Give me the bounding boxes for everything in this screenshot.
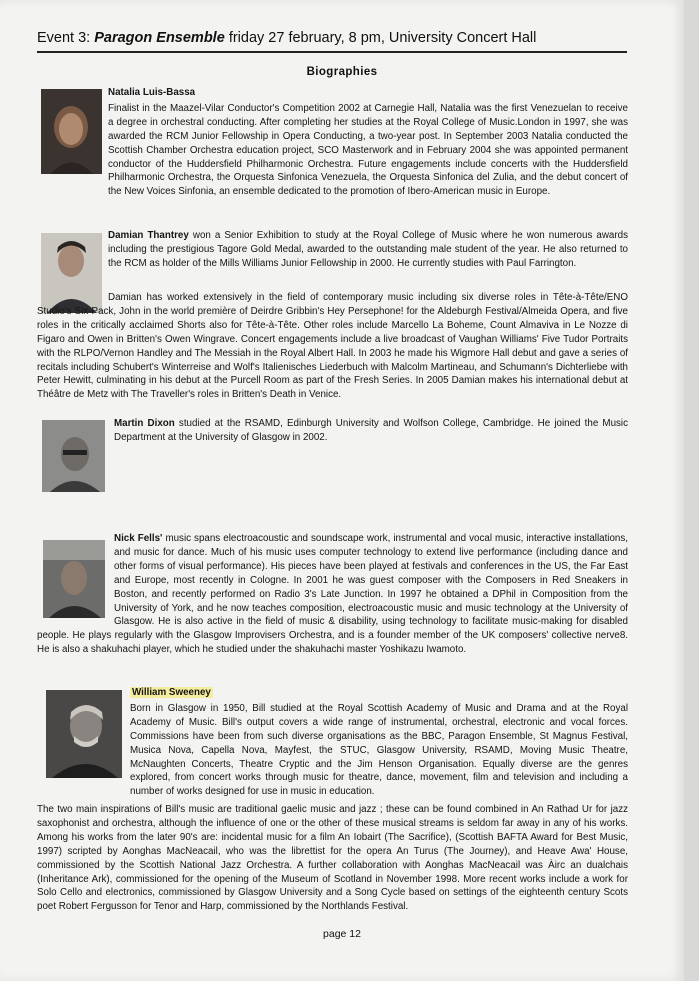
bio-text: studied at the RSAMD, Edinburgh University and Wolfson College, Cambridge. He joined the Music Department at the University of Glasgow in 2002. xyxy=(114,418,628,443)
header-rule xyxy=(37,51,627,53)
bio-damian-career xyxy=(37,291,628,412)
bio-name: Nick Fells' xyxy=(114,533,163,544)
bio-text: Finalist in the Maazel-Vilar Conductor's Competition 2002 at Carnegie Hall, Natalia was the first Venezuelan to receive a degree in orchestral conducting. After completing her studies at the Royal College of Music.London in 1997, she was awarded the RCM Junior Fellowship in Opera Conducting, a two-year post. In September 2003 Natalia conducted the Scottish Chamber Orchestra education project, SCO Masterwork and in February 2004 she was appointed permanent conductor of the Huddersfield Philharmonic Orchestra. Future engagements include concerts with the Huddersfield Philharmonic Orchestra, the Orquesta Sinfonica Venezuela, the Orquesta Sinfonica del Zulia, and the debut concert of the New Voices Sinfonia, an ensemble dedicated to the promotion of Ibero-American music in Europe. xyxy=(108,102,628,198)
natalia-photo xyxy=(41,89,102,174)
bio-damian-intro xyxy=(108,229,628,281)
bio-name: Martin Dixon xyxy=(114,418,175,429)
section-title: Biographies xyxy=(306,66,378,78)
bio-william-works xyxy=(37,803,628,924)
bio-name: Damian Thantrey xyxy=(108,230,189,241)
page-number: page 12 xyxy=(323,928,361,940)
bio-name: Natalia Luis-Bassa xyxy=(108,87,196,98)
bio-text: Damian has worked extensively in the field of contemporary music including six diverse roles in Tête-à-Tête/ENO Studio's Six-Pack, John in the world première of Deirdre Gribbin's Hey Persephone! for the Aldeburgh Festival/Almeida Opera, and five roles in the critically acclaimed Shorts also for Tête-à-Tête. Other roles include Marcello La Boheme, Count Almaviva in Le Nozze di Figaro and Owen in Britten's Owen Wingrave. Concert engagements include a live broadcast of Vaughan Williams' Five Tudor Portraits with the RLPO/Vernon Handley and The Messiah in the Royal Albert Hall. In 2003 he made his Wigmore Hall debut and gave a series of recitals including Schubert's Winterreise and Wolf's Italienisches Liederbuch with Malcolm Martineau, and Schumann's Dichterliebe with Peter Hewitt, culminating in his debut at the Purcell Room as part of the Fresh Series. In 2005 Damian makes his international debut at Théâtre de Metz with The Traveller's roles in Britten's Death in Venice. xyxy=(37,292,628,401)
bio-text: music spans electroacoustic and soundscape work, instrumental and vocal music, interactive installations, and music for dance. Much of his music uses computer technology to extend live performance (including dance and other forms of visual performance). His pieces have been played at festivals and conferences in the US, the Far East and Europe, most recently in Cologne. In 2001 he was guest composer with the Composers in Red Sneakers in Boston, and recently performed on Radio 3's Late Junction. In 1997 he obtained a DPhil in Composition from the University of York, and he now teaches composition, electroacoustic music and music technology at the University of Glasgow. He is also active in the field of music & disability, using technology to facilitate music-making for disabled people. He plays regularly with the Glasgow Improvisers Orchestra, and is a founder member of the UK composers' collective nerve8. He is also a shakuhachi player, which he studied under the shakuhachi master Yoshikazu Iwamoto. xyxy=(37,533,628,656)
event-label: Event 3: xyxy=(37,30,91,46)
bio-natalia xyxy=(108,86,628,209)
bio-text: won a Senior Exhibition to study at the Royal College of Music where he won numerous awards including the prestigious Tagore Gold Medal, awarded to the outstanding male student of the year. He also returned to the RCM as holder of the Mills Williams Junior Fellowship in 2000. He currently studies with Paul Farrington. xyxy=(108,230,628,269)
bio-nick xyxy=(37,532,628,656)
bio-martin xyxy=(114,417,628,455)
event-header xyxy=(37,30,627,46)
bio-text: Born in Glasgow in 1950, Bill studied at the Royal Scottish Academy of Music and Drama and at the Royal Academy of Music. Bill's output covers a wide range of instrumental, orchestral, electronic and vocal forces. Commissions have been from such diverse organisations as the BBC, Paragon Ensemble, St Magnus Festival, Musica Nova, Capella Nova, Mayfest, the STUC, Glasgow University, RSAMD, Moving Music Theatre, McNaughten Concerts, Theatre Cryptic and the Jim Henson Organisation. Equally diverse are the genres explored, from concert works through music for theatre, dance, movement, film and television and including a number of works designed for use in music in education. xyxy=(130,702,628,798)
william-photo xyxy=(46,690,122,778)
ensemble-name: Paragon Ensemble xyxy=(94,30,225,46)
event-details: friday 27 february, 8 pm, University Concert Hall xyxy=(228,30,537,46)
bio-name: William Sweeney xyxy=(132,687,211,698)
bio-text: The two main inspirations of Bill's music are traditional gaelic music and jazz ; these can be found combined in An Rathad Ur for jazz saxophonist and orchestra, although the influence of one or the other of these musical streams is seldom far away in any of his works. Among his works from the later 90's are: incidental music for a film An Iobairt (The Sacrifice), (Scottish BAFTA Award for Best Music, 1997) scripted by Aonghas MacNeacail, who was the librettist for the opera An Turus (The Journey), and Heave Awa' House, commissioned by the Scottish National Jazz Orchestra. A further collaboration with Aonghas MacNeacail was Àirc an dualchais (Inheritance Ark), commissioned for the opening of the Museum of Scotland in November 1998. More recent works include a work for Solo Cello and electronics, commissioned by Glasgow University and a Song Cycle based on settings of the eighteenth century Scots poet Robert Fergusson for Tenor and Harp, commissioned by the Northlands Festival. xyxy=(37,804,628,913)
bio-william-intro xyxy=(130,686,628,809)
martin-photo xyxy=(42,420,105,492)
